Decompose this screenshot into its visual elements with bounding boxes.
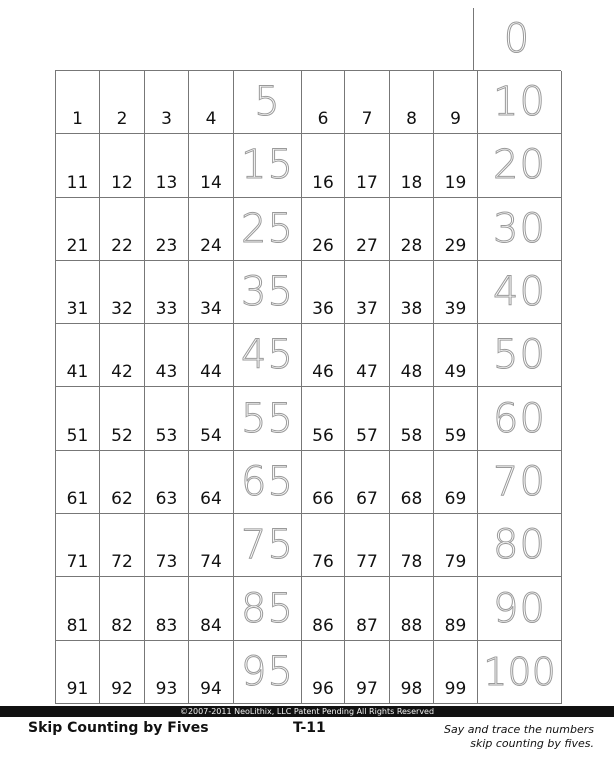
number-cell bbox=[302, 261, 345, 324]
number-89: 89 bbox=[444, 615, 467, 636]
trace-number-20: 20 bbox=[493, 142, 546, 189]
number-88: 88 bbox=[400, 615, 423, 636]
number-cell bbox=[390, 641, 434, 704]
number-96: 96 bbox=[312, 678, 334, 699]
number-59: 59 bbox=[444, 425, 467, 446]
number-9: 9 bbox=[450, 109, 461, 130]
trace-cell bbox=[234, 198, 302, 261]
trace-number-45: 45 bbox=[241, 332, 294, 379]
number-1: 1 bbox=[72, 109, 83, 130]
number-cell bbox=[345, 134, 390, 197]
number-cell bbox=[434, 641, 478, 704]
number-cell bbox=[302, 387, 345, 450]
instructions bbox=[374, 723, 594, 751]
number-cell bbox=[189, 324, 234, 387]
number-86: 86 bbox=[312, 615, 334, 636]
number-49: 49 bbox=[444, 362, 467, 383]
number-cell bbox=[100, 198, 145, 261]
number-cell bbox=[345, 577, 390, 640]
number-34: 34 bbox=[200, 299, 222, 320]
trace-cell bbox=[478, 641, 562, 704]
number-cell bbox=[56, 451, 100, 514]
number-cell bbox=[390, 514, 434, 577]
number-cell bbox=[434, 387, 478, 450]
number-53: 53 bbox=[155, 425, 178, 446]
trace-number-30: 30 bbox=[493, 205, 546, 252]
number-66: 66 bbox=[312, 489, 334, 510]
number-67: 67 bbox=[356, 489, 378, 510]
number-cell bbox=[390, 387, 434, 450]
number-cell bbox=[302, 324, 345, 387]
trace-number-0: 0 bbox=[503, 16, 531, 62]
number-cell bbox=[189, 641, 234, 704]
number-99: 99 bbox=[444, 678, 467, 699]
number-chart-grid bbox=[55, 70, 561, 704]
number-cell bbox=[434, 71, 478, 134]
number-32: 32 bbox=[111, 299, 133, 320]
number-56: 56 bbox=[312, 425, 334, 446]
number-cell bbox=[100, 324, 145, 387]
number-cell bbox=[390, 134, 434, 197]
number-cell bbox=[189, 577, 234, 640]
number-17: 17 bbox=[356, 172, 378, 193]
number-24: 24 bbox=[200, 235, 222, 256]
trace-number-95: 95 bbox=[241, 648, 294, 695]
number-28: 28 bbox=[400, 235, 423, 256]
number-cell bbox=[302, 451, 345, 514]
number-2: 2 bbox=[116, 109, 128, 130]
number-8: 8 bbox=[406, 109, 417, 130]
number-29: 29 bbox=[444, 235, 467, 256]
trace-number-65: 65 bbox=[241, 458, 294, 505]
number-cell bbox=[434, 261, 478, 324]
number-79: 79 bbox=[444, 552, 467, 573]
number-23: 23 bbox=[155, 235, 178, 256]
trace-cell bbox=[234, 324, 302, 387]
number-41: 41 bbox=[66, 362, 89, 383]
number-14: 14 bbox=[200, 172, 222, 193]
number-cell bbox=[434, 451, 478, 514]
number-cell bbox=[56, 261, 100, 324]
number-7: 7 bbox=[361, 109, 373, 130]
trace-number-10: 10 bbox=[493, 79, 546, 126]
number-64: 64 bbox=[200, 489, 222, 510]
number-cell bbox=[56, 577, 100, 640]
number-51: 51 bbox=[66, 425, 89, 446]
trace-number-15: 15 bbox=[241, 142, 294, 189]
number-57: 57 bbox=[356, 425, 378, 446]
number-cell bbox=[390, 198, 434, 261]
number-cell bbox=[100, 451, 145, 514]
trace-number-60: 60 bbox=[493, 395, 546, 442]
number-33: 33 bbox=[155, 299, 178, 320]
number-91: 91 bbox=[66, 678, 89, 699]
instruction-line-1: Say and trace the numbers bbox=[443, 723, 594, 736]
number-cell bbox=[390, 451, 434, 514]
number-cell bbox=[189, 71, 234, 134]
number-71: 71 bbox=[66, 552, 89, 573]
number-cell bbox=[345, 71, 390, 134]
number-cell bbox=[100, 641, 145, 704]
instruction-line-2: skip counting by fives. bbox=[470, 737, 594, 750]
number-cell bbox=[345, 514, 390, 577]
trace-cell bbox=[478, 198, 562, 261]
number-cell bbox=[345, 641, 390, 704]
number-94: 94 bbox=[200, 678, 222, 699]
number-cell bbox=[345, 261, 390, 324]
trace-cell bbox=[478, 577, 562, 640]
number-16: 16 bbox=[312, 172, 334, 193]
number-68: 68 bbox=[400, 489, 423, 510]
number-cell bbox=[56, 134, 100, 197]
trace-number-100: 100 bbox=[483, 649, 556, 694]
number-cell bbox=[56, 198, 100, 261]
trace-cell bbox=[478, 134, 562, 197]
number-cell bbox=[434, 514, 478, 577]
number-48: 48 bbox=[400, 362, 423, 383]
number-18: 18 bbox=[400, 172, 423, 193]
number-13: 13 bbox=[155, 172, 178, 193]
number-cell bbox=[302, 134, 345, 197]
number-cell bbox=[390, 577, 434, 640]
number-69: 69 bbox=[444, 489, 467, 510]
worksheet-title: Skip Counting by Fives bbox=[28, 720, 209, 736]
number-cell bbox=[145, 451, 189, 514]
number-44: 44 bbox=[200, 362, 222, 383]
number-cell bbox=[100, 514, 145, 577]
number-37: 37 bbox=[356, 299, 378, 320]
number-31: 31 bbox=[66, 299, 89, 320]
number-97: 97 bbox=[356, 678, 378, 699]
number-84: 84 bbox=[200, 615, 222, 636]
number-cell bbox=[189, 514, 234, 577]
number-82: 82 bbox=[111, 615, 133, 636]
trace-number-25: 25 bbox=[241, 205, 294, 252]
number-36: 36 bbox=[312, 299, 334, 320]
number-cell bbox=[145, 261, 189, 324]
number-cell bbox=[189, 261, 234, 324]
number-52: 52 bbox=[111, 425, 133, 446]
number-76: 76 bbox=[312, 552, 334, 573]
trace-number-40: 40 bbox=[493, 269, 546, 316]
number-cell bbox=[345, 198, 390, 261]
number-43: 43 bbox=[155, 362, 178, 383]
number-cell bbox=[189, 134, 234, 197]
number-72: 72 bbox=[111, 552, 133, 573]
number-cell bbox=[145, 641, 189, 704]
number-cell bbox=[100, 261, 145, 324]
number-cell bbox=[345, 451, 390, 514]
trace-cell bbox=[478, 514, 562, 577]
number-73: 73 bbox=[155, 552, 178, 573]
number-11: 11 bbox=[66, 172, 89, 193]
number-4: 4 bbox=[205, 109, 217, 130]
number-39: 39 bbox=[444, 299, 467, 320]
number-74: 74 bbox=[200, 552, 222, 573]
number-cell bbox=[434, 577, 478, 640]
trace-number-35: 35 bbox=[241, 269, 294, 316]
number-cell bbox=[145, 514, 189, 577]
page-code: T-11 bbox=[293, 720, 326, 736]
copyright-bar: ©2007-2011 NeoLithix, LLC Patent Pending All Rights Reserved bbox=[0, 706, 614, 717]
number-61: 61 bbox=[66, 489, 89, 510]
number-cell bbox=[145, 71, 189, 134]
zero-trace-cell bbox=[473, 8, 561, 70]
number-cell bbox=[345, 387, 390, 450]
trace-number-50: 50 bbox=[493, 332, 546, 379]
number-cell bbox=[434, 324, 478, 387]
trace-number-70: 70 bbox=[493, 458, 546, 505]
number-38: 38 bbox=[400, 299, 423, 320]
trace-cell bbox=[234, 134, 302, 197]
trace-cell bbox=[234, 451, 302, 514]
trace-number-85: 85 bbox=[241, 585, 294, 632]
number-27: 27 bbox=[356, 235, 378, 256]
trace-number-5: 5 bbox=[254, 79, 281, 126]
number-87: 87 bbox=[356, 615, 378, 636]
number-cell bbox=[56, 71, 100, 134]
trace-number-55: 55 bbox=[241, 395, 294, 442]
number-cell bbox=[145, 577, 189, 640]
number-6: 6 bbox=[317, 109, 329, 130]
trace-number-90: 90 bbox=[493, 585, 546, 632]
number-cell bbox=[390, 324, 434, 387]
number-cell bbox=[302, 198, 345, 261]
number-cell bbox=[302, 641, 345, 704]
number-cell bbox=[390, 261, 434, 324]
trace-cell bbox=[478, 387, 562, 450]
number-cell bbox=[145, 387, 189, 450]
number-12: 12 bbox=[111, 172, 133, 193]
number-21: 21 bbox=[66, 235, 89, 256]
trace-cell bbox=[234, 514, 302, 577]
trace-cell bbox=[478, 261, 562, 324]
trace-number-75: 75 bbox=[241, 522, 294, 569]
number-47: 47 bbox=[356, 362, 378, 383]
number-83: 83 bbox=[155, 615, 178, 636]
number-cell bbox=[56, 641, 100, 704]
number-cell bbox=[189, 387, 234, 450]
number-98: 98 bbox=[400, 678, 423, 699]
trace-cell bbox=[478, 324, 562, 387]
number-cell bbox=[100, 387, 145, 450]
number-77: 77 bbox=[356, 552, 378, 573]
number-cell bbox=[145, 198, 189, 261]
number-cell bbox=[189, 451, 234, 514]
number-cell bbox=[145, 324, 189, 387]
number-58: 58 bbox=[400, 425, 423, 446]
number-93: 93 bbox=[155, 678, 178, 699]
number-cell bbox=[100, 134, 145, 197]
trace-number-80: 80 bbox=[493, 522, 546, 569]
number-cell bbox=[189, 198, 234, 261]
number-92: 92 bbox=[111, 678, 133, 699]
number-cell bbox=[56, 324, 100, 387]
trace-cell bbox=[234, 71, 302, 134]
number-78: 78 bbox=[400, 552, 423, 573]
number-3: 3 bbox=[161, 109, 172, 130]
trace-cell bbox=[234, 577, 302, 640]
number-42: 42 bbox=[111, 362, 133, 383]
number-46: 46 bbox=[312, 362, 334, 383]
number-cell bbox=[100, 71, 145, 134]
number-cell bbox=[434, 198, 478, 261]
number-cell bbox=[302, 577, 345, 640]
number-62: 62 bbox=[111, 489, 133, 510]
number-cell bbox=[56, 387, 100, 450]
number-cell bbox=[145, 134, 189, 197]
number-63: 63 bbox=[155, 489, 178, 510]
number-22: 22 bbox=[111, 235, 133, 256]
number-54: 54 bbox=[200, 425, 222, 446]
number-26: 26 bbox=[312, 235, 334, 256]
number-cell bbox=[100, 577, 145, 640]
number-81: 81 bbox=[66, 615, 89, 636]
number-cell bbox=[302, 71, 345, 134]
trace-cell bbox=[234, 387, 302, 450]
number-cell bbox=[434, 134, 478, 197]
trace-cell bbox=[478, 451, 562, 514]
trace-cell bbox=[234, 261, 302, 324]
trace-cell bbox=[234, 641, 302, 704]
number-cell bbox=[302, 514, 345, 577]
number-cell bbox=[390, 71, 434, 134]
number-cell bbox=[345, 324, 390, 387]
number-19: 19 bbox=[444, 172, 467, 193]
number-cell bbox=[56, 514, 100, 577]
trace-cell bbox=[478, 71, 562, 134]
